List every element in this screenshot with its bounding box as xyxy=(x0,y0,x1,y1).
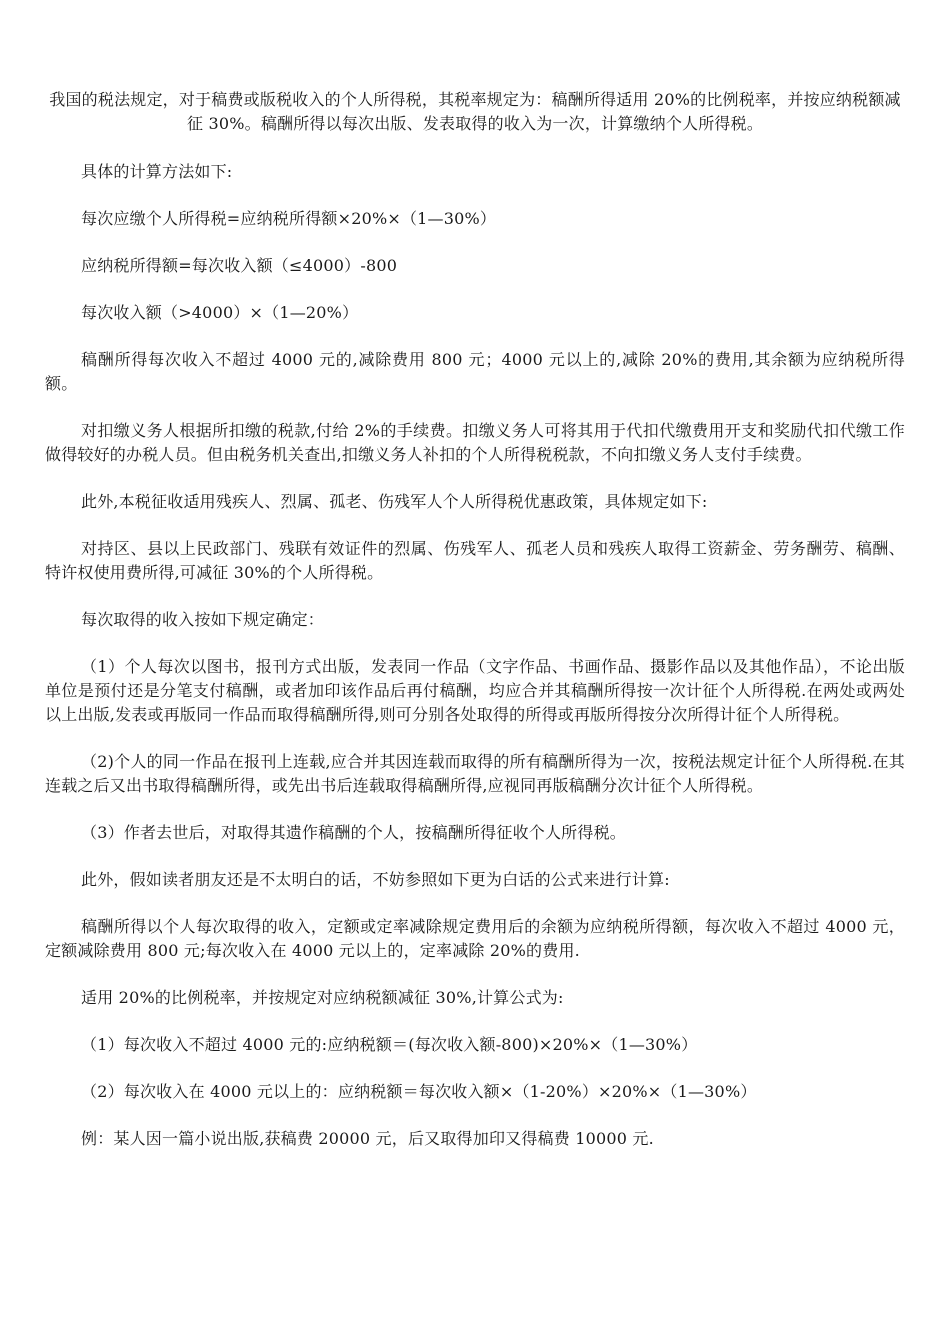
document-body xyxy=(45,88,905,1174)
formula-tax: 每次应缴个人所得税=应纳税所得额×20%×（1—30%） xyxy=(81,209,497,228)
deduction-paragraph: 稿酬所得每次收入不超过 4000 元的,减除费用 800 元；4000 元以上的,减除 20%的费用,其余额为应纳税所得额。 xyxy=(45,350,905,393)
example-paragraph: 例：某人因一篇小说出版,获稿费 20000 元，后又取得加印又得稿费 10000 元. xyxy=(81,1129,654,1148)
formula-taxable-income: 应纳税所得额=每次收入额（≤4000）-800 xyxy=(81,256,398,275)
reduction-paragraph: 对持区、县以上民政部门、残联有效证件的烈属、伤残军人、孤老人员和残疾人取得工资薪金、劳务酬劳、稿酬、特许权使用费所得,可减征 30%的个人所得税。 xyxy=(45,539,905,582)
plain-formula-paragraph: 稿酬所得以个人每次取得的收入，定额或定率减除规定费用后的余额为应纳税所得额，每次收入不超过 4000 元，定额减除费用 800 元;每次收入在 4000 元以上的，定率减除 20%的费用. xyxy=(45,917,905,960)
formula-case-2: （2）每次收入在 4000 元以上的：应纳税额＝每次收入额×（1-20%）×20%×（1—30%） xyxy=(81,1082,757,1101)
formula-case-1: （1）每次收入不超过 4000 元的:应纳税额＝(每次收入额-800)×20%×（1—30%） xyxy=(81,1035,698,1054)
rule-item-1: （1）个人每次以图书，报刊方式出版，发表同一作品（文字作品、书画作品、摄影作品以及其他作品），不论出版单位是预付还是分笔支付稿酬，或者加印该作品后再付稿酬，均应合并其稿酬所得按一次计征个人所得税.在两处或两处以上出版,发表或再版同一作品而取得稿酬所得,则可分别各处取得的所得或再版所得按分次所得计征个人所得税。 xyxy=(45,657,905,724)
withholding-fee-paragraph: 对扣缴义务人根据所扣缴的税款,付给 2%的手续费。扣缴义务人可将其用于代扣代缴费用开支和奖励代扣代缴工作做得较好的办税人员。但由税务机关查出,扣缴义务人补扣的个人所得税税款，不向扣缴义务人支付手续费。 xyxy=(45,421,905,464)
rule-item-2: （2)个人的同一作品在报刊上连载,应合并其因连载而取得的所有稿酬所得为一次，按税法规定计征个人所得税.在其连载之后又出书取得稿酬所得，或先出书后连载取得稿酬所得,应视同再版稿酬分次计征个人所得税。 xyxy=(45,752,905,795)
plain-formula-intro: 此外，假如读者朋友还是不太明白的话，不妨参照如下更为白话的公式来进行计算: xyxy=(81,870,670,889)
income-rule-heading: 每次取得的收入按如下规定确定： xyxy=(81,610,325,629)
formula-income-over-4000: 每次收入额（>4000）×（1—20%） xyxy=(81,303,359,322)
preferential-policy-paragraph: 此外,本税征收适用残疾人、烈属、孤老、伤残军人个人所得税优惠政策，具体规定如下: xyxy=(81,492,708,511)
intro-paragraph: 我国的税法规定，对于稿费或版税收入的个人所得税，其税率规定为：稿酬所得适用 20%的比例税率，并按应纳税额减征 30%。稿酬所得以每次出版、发表取得的收入为一次，计算缴纳个人所得税。 xyxy=(49,90,901,133)
rule-item-3: （3）作者去世后，对取得其遗作稿酬的个人，按稿酬所得征收个人所得税。 xyxy=(81,823,626,842)
rate-paragraph: 适用 20%的比例税率，并按规定对应纳税额减征 30%,计算公式为: xyxy=(81,988,564,1007)
method-heading: 具体的计算方法如下: xyxy=(81,162,233,181)
